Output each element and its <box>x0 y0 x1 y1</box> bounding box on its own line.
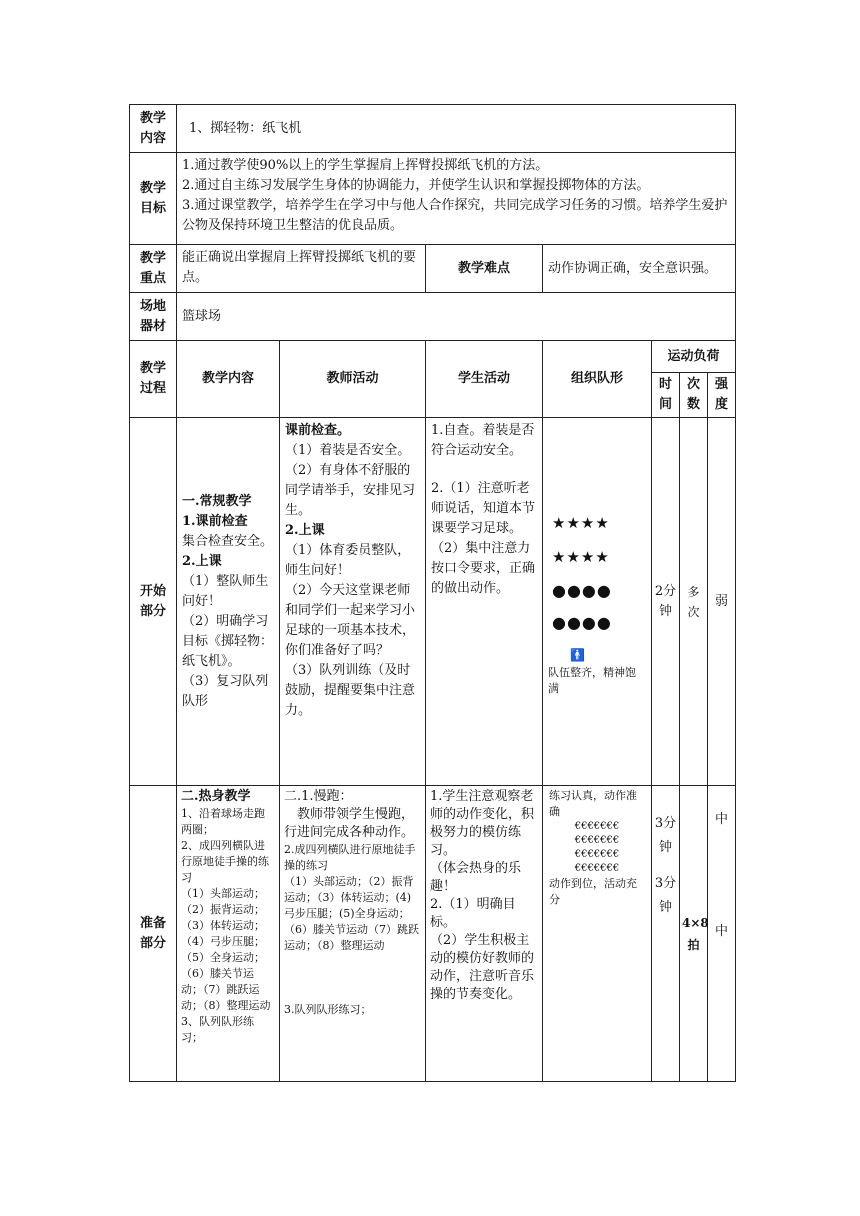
start-student-item: （2）集中注意力按口令要求，正确的做出动作。 <box>431 541 536 596</box>
prep-teacher-title: 二.1.慢跑： <box>284 789 353 804</box>
prep-org-note: 动作到位，活动充分 <box>549 877 637 906</box>
prep-content-item: （5）全身运动； <box>181 951 265 964</box>
start-content-item: （3）复习队列队形 <box>182 673 269 709</box>
formation-dots-row: ●●●● <box>552 612 612 632</box>
start-content <box>177 418 280 786</box>
lesson-plan-table <box>129 104 736 1082</box>
start-section-name: 开始部分 <box>130 418 177 786</box>
prep-count: 4×8拍 <box>680 786 708 1082</box>
prep-intensity <box>708 786 736 1082</box>
prep-content-item: 3、队列队形练习； <box>181 1015 254 1044</box>
start-student-item: 1.自查。着装是否符合运动安全。 <box>431 423 535 458</box>
start-teacher-title: 课前检查。 <box>285 423 351 438</box>
prep-org <box>543 786 652 1082</box>
start-teacher-item: （2）有身体不舒服的同学请举手，安排见习生。 <box>285 463 416 518</box>
start-org-note: 队伍整齐，精神饱满 <box>548 665 636 695</box>
goals-label: 教学目标 <box>130 153 177 245</box>
prep-time-2: 3分钟 <box>654 876 677 915</box>
start-teacher-item: （2）今天这堂课老师和同学们一起来学习小足球的一项基本技术，你们准备好了吗？ <box>285 583 416 658</box>
formation-stars-row: ★★★★ <box>552 513 610 532</box>
prep-content-item: （1）头部运动； <box>181 887 265 900</box>
prep-content-title: 二.热身教学 <box>181 789 251 804</box>
prep-student-item: （2）学生积极主动的模仿好教师的动作，注意听音乐操的节奏变化。 <box>430 933 535 1002</box>
prep-intensity-2: 中 <box>715 924 729 939</box>
col-org-header: 组织队形 <box>543 341 652 418</box>
prep-content-item: （6）膝关节运动；（7）跳跃运动；（8）整理运动 <box>181 967 271 1012</box>
prep-content <box>177 786 280 1082</box>
prep-student-item: （体会热身的乐趣！ <box>430 861 522 894</box>
start-student <box>426 418 543 786</box>
formation-dots-row: ●●●● <box>552 580 612 600</box>
content-label: 教学内容 <box>130 105 177 153</box>
prep-content-item: （2）振背运动； <box>181 903 265 916</box>
prep-content-item: （4）弓步压腿； <box>181 935 265 948</box>
goals-list <box>177 153 736 245</box>
start-teacher-item: （1）着装是否安全。 <box>285 443 411 458</box>
formation-row: €€€€€€€ <box>574 849 620 860</box>
start-teacher-sub: 2.上课 <box>285 523 325 538</box>
prep-teacher-text: 教师带领学生慢跑，行进间完成各种动作。 <box>284 807 415 840</box>
load-count-header: 次数 <box>680 373 708 418</box>
start-student-item: 2.（1）注意听老师说话，知道本节课要学习足球。 <box>431 481 536 536</box>
focus-label: 教学重点 <box>130 245 177 293</box>
col-teacher-header: 教师活动 <box>280 341 426 418</box>
goal-item: 2.通过自主练习发展学生身体的协调能力，并使学生认识和掌握投掷物体的方法。 <box>182 178 650 193</box>
start-content-sub1: 1.课前检查 <box>182 513 248 529</box>
formation-row: €€€€€€€ <box>574 821 620 832</box>
process-label: 教学过程 <box>130 341 177 418</box>
goal-item: 3.通过课堂教学，培养学生在学习中与他人合作探究，共同完成学习任务的习惯。培养学生爱护公物及保持环境卫生整洁的优良品质。 <box>182 198 728 233</box>
start-teacher-item: （3）队列训练（及时鼓励，提醒要集中注意力。 <box>285 663 416 718</box>
start-intensity: 弱 <box>708 418 736 786</box>
difficulty-text: 动作协调正确，安全意识强。 <box>543 245 736 293</box>
venue-text: 篮球场 <box>177 293 736 341</box>
prep-intensity-1: 中 <box>715 812 729 827</box>
formation-stars-row: ★★★★ <box>552 547 610 566</box>
prep-content-item: 1、沿着球场走跑两圈； <box>181 807 265 836</box>
formation-row: €€€€€€€ <box>574 835 620 846</box>
prep-student-item: 2.（1）明确目标。 <box>430 897 516 930</box>
prep-time <box>652 786 680 1082</box>
load-header: 运动负荷 <box>652 341 736 373</box>
start-content-item: （2）明确学习目标《掷轻物：纸飞机》。 <box>182 613 274 669</box>
goal-item: 1.通过教学使90%以上的学生掌握肩上挥臂投掷纸飞机的方法。 <box>182 158 549 173</box>
teacher-person-icon: 🚹 <box>570 647 585 662</box>
prep-section-name: 准备部分 <box>130 786 177 1082</box>
start-teacher <box>280 418 426 786</box>
prep-content-item: （3）体转运动； <box>181 919 265 932</box>
prep-teacher-sub: 2.成四列横队进行原地徒手操的练习 <box>284 843 416 872</box>
start-content-sub1-text: 集合检查安全。 <box>182 533 274 549</box>
start-count: 多次 <box>680 418 708 786</box>
start-time: 2分钟 <box>652 418 680 786</box>
prep-teacher-text: 3.队列队形练习； <box>284 1003 372 1016</box>
load-time-header: 时间 <box>652 373 680 418</box>
prep-student <box>426 786 543 1082</box>
col-content-header: 教学内容 <box>177 341 280 418</box>
start-content-item: （1）整队师生问好！ <box>182 573 269 609</box>
prep-teacher <box>280 786 426 1082</box>
start-teacher-item: （1）体育委员整队，师生问好！ <box>285 543 411 578</box>
prep-student-item: 1.学生注意观察老师的动作变化，积极努力的模仿练习。 <box>430 789 535 858</box>
start-org <box>543 418 652 786</box>
load-intensity-header: 强度 <box>708 373 736 418</box>
prep-org-note: 练习认真，动作准确 <box>549 789 637 818</box>
start-content-title: 一.常规教学 <box>182 493 252 509</box>
formation-row: €€€€€€€ <box>574 863 620 874</box>
prep-content-item: 2、成四列横队进行原地徒手操的练习 <box>181 839 269 884</box>
prep-time-1: 3分钟 <box>654 816 677 855</box>
venue-label: 场地器材 <box>130 293 177 341</box>
start-content-sub2: 2.上课 <box>182 553 222 569</box>
focus-text: 能正确说出掌握肩上挥臂投掷纸飞机的要点。 <box>177 245 426 293</box>
col-student-header: 学生活动 <box>426 341 543 418</box>
content-text: 1、掷轻物：纸飞机 <box>177 105 736 153</box>
prep-teacher-text: （1）头部运动；（2）振背运动；（3）体转运动；(4)弓步压腿；(5)全身运动；（6）膝关节运动（7）跳跃运动；（8）整理运动 <box>284 875 419 952</box>
difficulty-label: 教学难点 <box>426 245 543 293</box>
